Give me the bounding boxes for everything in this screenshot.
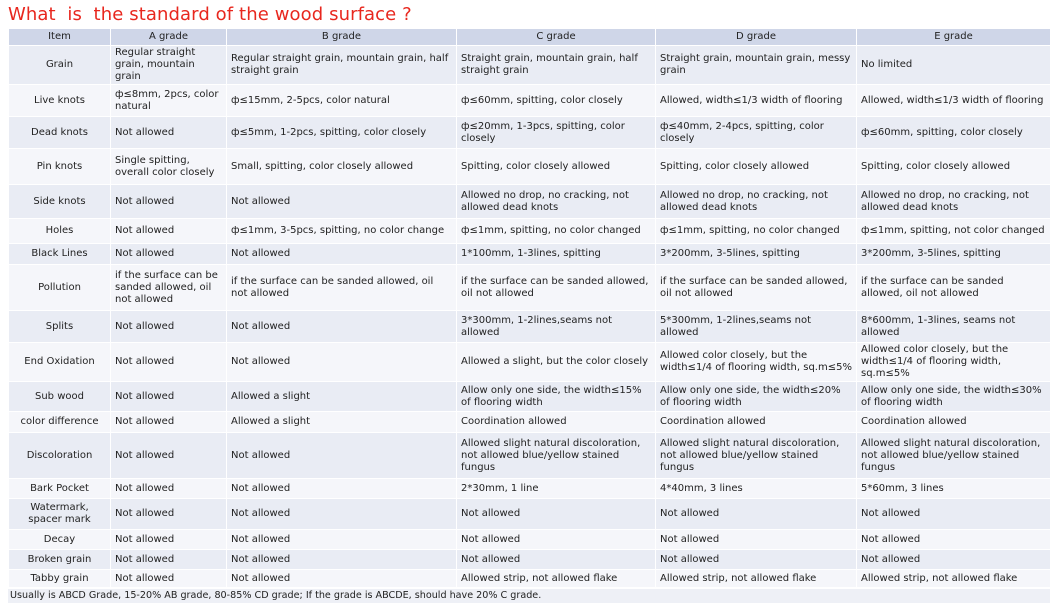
table-header-row — [9, 29, 1051, 46]
item-cell: Tabby grain — [9, 570, 111, 588]
b-grade-cell: Not allowed — [227, 433, 457, 479]
c-grade-cell: Spitting, color closely allowed — [457, 149, 656, 185]
e-grade-cell: Spitting, color closely allowed — [857, 149, 1051, 185]
c-grade-cell: 3*300mm, 1-2lines,seams not allowed — [457, 311, 656, 343]
item-cell: Pollution — [9, 265, 111, 311]
e-grade-cell: if the surface can be sanded allowed, oil not allowed — [857, 265, 1051, 311]
b-grade-cell: Not allowed — [227, 311, 457, 343]
d-grade-cell: ф≤1mm, spitting, no color changed — [656, 219, 857, 244]
item-cell: Watermark, spacer mark — [9, 499, 111, 530]
table-row — [9, 244, 1051, 265]
a-grade-cell: Not allowed — [111, 185, 227, 219]
c-grade-cell: 2*30mm, 1 line — [457, 479, 656, 499]
a-grade-cell: ф≤8mm, 2pcs, color natural — [111, 85, 227, 117]
e-grade-cell: Allowed no drop, no cracking, not allowed dead knots — [857, 185, 1051, 219]
e-grade-cell: Not allowed — [857, 530, 1051, 550]
table-row — [9, 185, 1051, 219]
c-grade-cell: Allow only one side, the width≤15% of flooring width — [457, 382, 656, 412]
e-grade-cell: Coordination allowed — [857, 412, 1051, 433]
d-grade-cell: Allowed, width≤1/3 width of flooring — [656, 85, 857, 117]
table-row — [9, 412, 1051, 433]
item-cell: Sub wood — [9, 382, 111, 412]
a-grade-cell: Not allowed — [111, 499, 227, 530]
item-cell: Black Lines — [9, 244, 111, 265]
a-grade-cell: Not allowed — [111, 219, 227, 244]
e-grade-cell: Not allowed — [857, 499, 1051, 530]
d-grade-cell: Spitting, color closely allowed — [656, 149, 857, 185]
item-cell: Holes — [9, 219, 111, 244]
e-grade-cell: 5*60mm, 3 lines — [857, 479, 1051, 499]
a-grade-cell: Not allowed — [111, 479, 227, 499]
c-grade-cell: ф≤60mm, spitting, color closely — [457, 85, 656, 117]
table-row — [9, 499, 1051, 530]
d-grade-cell: Allowed color closely, but the width≤1/4 of flooring width, sq.m≤5% — [656, 343, 857, 382]
d-grade-cell: Not allowed — [656, 530, 857, 550]
page-title: What is the standard of the wood surface ? — [8, 4, 412, 25]
b-grade-cell: Not allowed — [227, 185, 457, 219]
table-row — [9, 149, 1051, 185]
b-grade-cell: Allowed a slight — [227, 382, 457, 412]
a-grade-cell: if the surface can be sanded allowed, oil not allowed — [111, 265, 227, 311]
item-cell: Pin knots — [9, 149, 111, 185]
d-grade-cell: 4*40mm, 3 lines — [656, 479, 857, 499]
footer-note: Usually is ABCD Grade, 15-20% AB grade, 80-85% CD grade; If the grade is ABCDE, should have 20% C grade. — [8, 589, 1050, 603]
column-header-item: Item — [9, 29, 111, 46]
d-grade-cell: 3*200mm, 3-5lines, spitting — [656, 244, 857, 265]
a-grade-cell: Regular straight grain, mountain grain — [111, 46, 227, 85]
column-header-a-grade: A grade — [111, 29, 227, 46]
item-cell: Discoloration — [9, 433, 111, 479]
table-row — [9, 265, 1051, 311]
e-grade-cell: Allowed color closely, but the width≤1/4 of flooring width, sq.m≤5% — [857, 343, 1051, 382]
c-grade-cell: if the surface can be sanded allowed, oil not allowed — [457, 265, 656, 311]
d-grade-cell: Straight grain, mountain grain, messy grain — [656, 46, 857, 85]
e-grade-cell: Not allowed — [857, 550, 1051, 570]
a-grade-cell: Not allowed — [111, 311, 227, 343]
b-grade-cell: Not allowed — [227, 550, 457, 570]
d-grade-cell: Allowed no drop, no cracking, not allowed dead knots — [656, 185, 857, 219]
b-grade-cell: if the surface can be sanded allowed, oil not allowed — [227, 265, 457, 311]
table-row — [9, 343, 1051, 382]
table-row — [9, 85, 1051, 117]
table-row — [9, 311, 1051, 343]
a-grade-cell: Not allowed — [111, 530, 227, 550]
c-grade-cell: Allowed slight natural discoloration, not allowed blue/yellow stained fungus — [457, 433, 656, 479]
table-row — [9, 46, 1051, 85]
e-grade-cell: Allowed strip, not allowed flake — [857, 570, 1051, 588]
c-grade-cell: Not allowed — [457, 530, 656, 550]
a-grade-cell: Not allowed — [111, 412, 227, 433]
a-grade-cell: Not allowed — [111, 244, 227, 265]
c-grade-cell: Allowed a slight, but the color closely — [457, 343, 656, 382]
b-grade-cell: Small, spitting, color closely allowed — [227, 149, 457, 185]
d-grade-cell: Allow only one side, the width≤20% of flooring width — [656, 382, 857, 412]
column-header-e-grade: E grade — [857, 29, 1051, 46]
column-header-b-grade: B grade — [227, 29, 457, 46]
table-row — [9, 219, 1051, 244]
column-header-c-grade: C grade — [457, 29, 656, 46]
e-grade-cell: ф≤60mm, spitting, color closely — [857, 117, 1051, 149]
a-grade-cell: Not allowed — [111, 570, 227, 588]
b-grade-cell: ф≤5mm, 1-2pcs, spitting, color closely — [227, 117, 457, 149]
table-row — [9, 479, 1051, 499]
item-cell: Live knots — [9, 85, 111, 117]
e-grade-cell: ф≤1mm, spitting, not color changed — [857, 219, 1051, 244]
c-grade-cell: Allowed strip, not allowed flake — [457, 570, 656, 588]
a-grade-cell: Not allowed — [111, 343, 227, 382]
d-grade-cell: Allowed strip, not allowed flake — [656, 570, 857, 588]
c-grade-cell: ф≤1mm, spitting, no color changed — [457, 219, 656, 244]
item-cell: Splits — [9, 311, 111, 343]
item-cell: color difference — [9, 412, 111, 433]
c-grade-cell: Not allowed — [457, 499, 656, 530]
d-grade-cell: 5*300mm, 1-2lines,seams not allowed — [656, 311, 857, 343]
table-row — [9, 570, 1051, 588]
e-grade-cell: Allow only one side, the width≤30% of flooring width — [857, 382, 1051, 412]
b-grade-cell: Regular straight grain, mountain grain, half straight grain — [227, 46, 457, 85]
item-cell: Grain — [9, 46, 111, 85]
table-row — [9, 382, 1051, 412]
b-grade-cell: Not allowed — [227, 244, 457, 265]
item-cell: Side knots — [9, 185, 111, 219]
a-grade-cell: Not allowed — [111, 433, 227, 479]
d-grade-cell: if the surface can be sanded allowed, oil not allowed — [656, 265, 857, 311]
d-grade-cell: Not allowed — [656, 550, 857, 570]
a-grade-cell: Not allowed — [111, 117, 227, 149]
b-grade-cell: Allowed a slight — [227, 412, 457, 433]
a-grade-cell: Not allowed — [111, 550, 227, 570]
d-grade-cell: ф≤40mm, 2-4pcs, spitting, color closely — [656, 117, 857, 149]
e-grade-cell: No limited — [857, 46, 1051, 85]
table-row — [9, 550, 1051, 570]
item-cell: Decay — [9, 530, 111, 550]
c-grade-cell: 1*100mm, 1-3lines, spitting — [457, 244, 656, 265]
item-cell: Broken grain — [9, 550, 111, 570]
e-grade-cell: 8*600mm, 1-3lines, seams not allowed — [857, 311, 1051, 343]
e-grade-cell: Allowed, width≤1/3 width of flooring — [857, 85, 1051, 117]
item-cell: End Oxidation — [9, 343, 111, 382]
b-grade-cell: Not allowed — [227, 479, 457, 499]
b-grade-cell: ф≤15mm, 2-5pcs, color natural — [227, 85, 457, 117]
b-grade-cell: Not allowed — [227, 570, 457, 588]
d-grade-cell: Coordination allowed — [656, 412, 857, 433]
table-row — [9, 530, 1051, 550]
table-row — [9, 433, 1051, 479]
table-row — [9, 117, 1051, 149]
b-grade-cell: Not allowed — [227, 343, 457, 382]
item-cell: Dead knots — [9, 117, 111, 149]
c-grade-cell: ф≤20mm, 1-3pcs, spitting, color closely — [457, 117, 656, 149]
c-grade-cell: Allowed no drop, no cracking, not allowed dead knots — [457, 185, 656, 219]
wood-surface-grade-table — [8, 28, 1051, 588]
d-grade-cell: Allowed slight natural discoloration, not allowed blue/yellow stained fungus — [656, 433, 857, 479]
c-grade-cell: Straight grain, mountain grain, half straight grain — [457, 46, 656, 85]
table-body — [9, 46, 1051, 588]
c-grade-cell: Not allowed — [457, 550, 656, 570]
item-cell: Bark Pocket — [9, 479, 111, 499]
e-grade-cell: 3*200mm, 3-5lines, spitting — [857, 244, 1051, 265]
e-grade-cell: Allowed slight natural discoloration, not allowed blue/yellow stained fungus — [857, 433, 1051, 479]
a-grade-cell: Single spitting, overall color closely — [111, 149, 227, 185]
c-grade-cell: Coordination allowed — [457, 412, 656, 433]
column-header-d-grade: D grade — [656, 29, 857, 46]
b-grade-cell: Not allowed — [227, 499, 457, 530]
a-grade-cell: Not allowed — [111, 382, 227, 412]
d-grade-cell: Not allowed — [656, 499, 857, 530]
b-grade-cell: ф≤1mm, 3-5pcs, spitting, no color change — [227, 219, 457, 244]
b-grade-cell: Not allowed — [227, 530, 457, 550]
